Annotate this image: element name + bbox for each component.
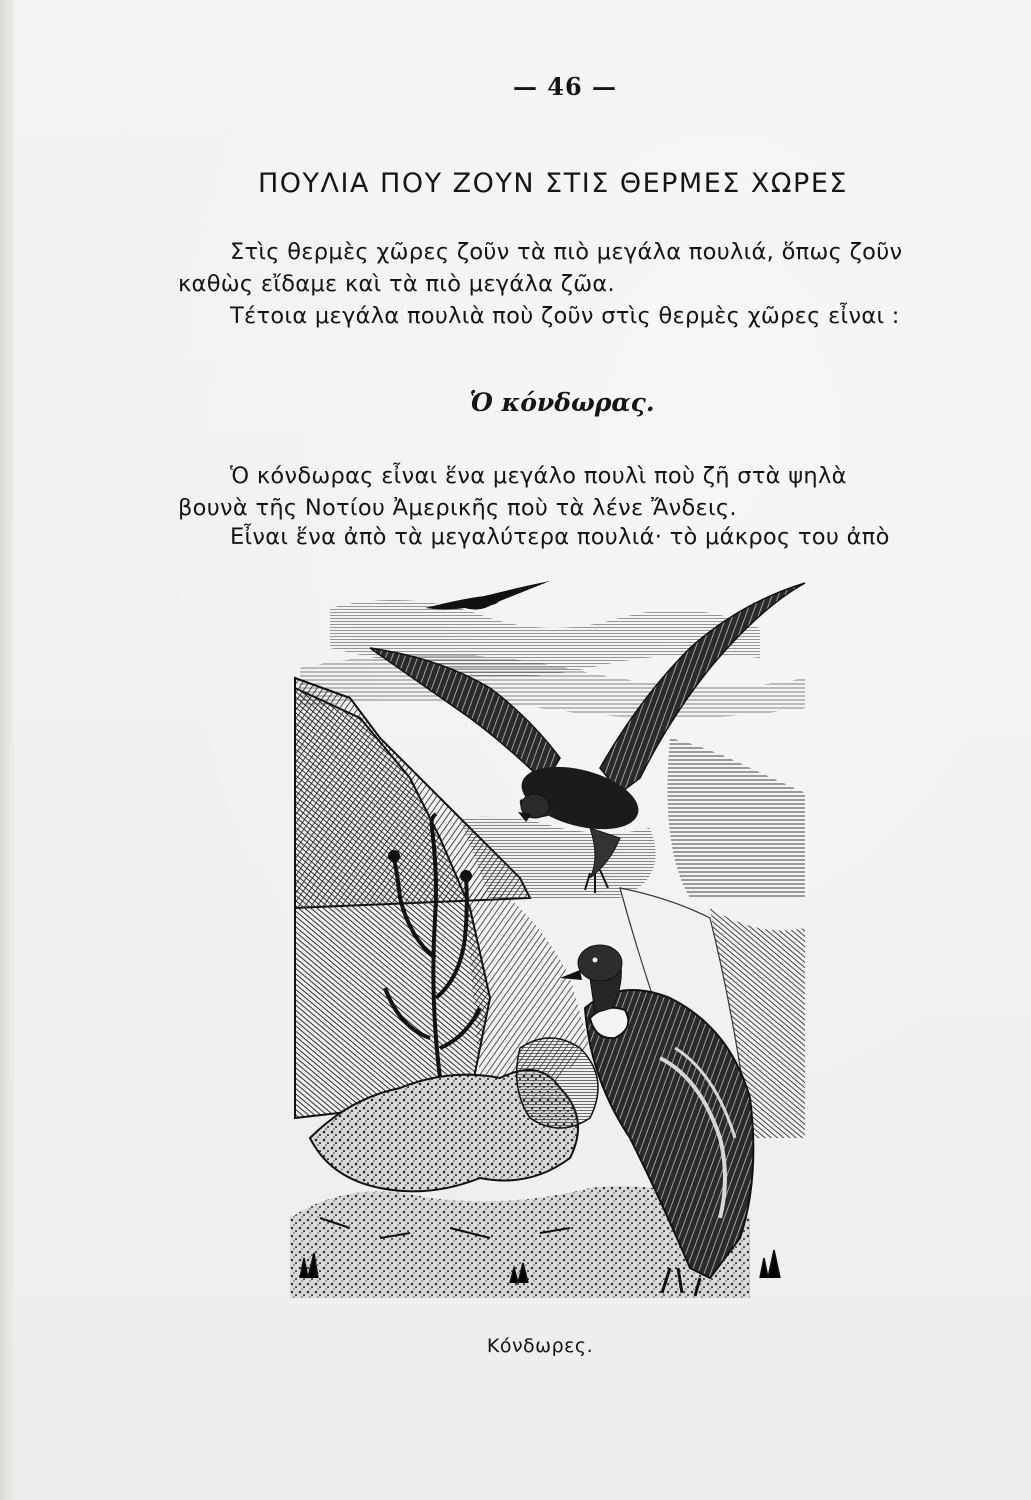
page-binding-edge (0, 0, 14, 1500)
size-paragraph (178, 521, 958, 553)
distant-condor (425, 581, 550, 610)
intro-line-1: Στὶς θερμὲς χῶρες ζοῦν τὰ πιὸ μεγάλα πουλιά, ὅπως ζοῦν (230, 239, 903, 265)
condor-line-2: βουνὰ τῆς Νοτίου Ἀμερικῆς ποὺ τὰ λένε Ἄνδεις. (178, 495, 737, 521)
section-title: ΠΟΥΛΙΑ ΠΟΥ ΖΟΥΝ ΣΤΙΣ ΘΕΡΜΕΣ ΧΩΡΕΣ (258, 168, 848, 199)
list-intro-paragraph (178, 300, 958, 332)
condor-paragraph (178, 460, 958, 524)
condor-line-1: Ὁ κόνδωρας εἶναι ἕνα μεγάλο πουλὶ ποὺ ζῆ στὰ ψηλὰ (230, 463, 847, 489)
size-line: Εἶναι ἕνα ἀπὸ τὰ μεγαλύτερα πουλιά· τὸ μάκρος του ἀπὸ (230, 524, 890, 550)
condor-subheading: Ὁ κόνδωρας. (469, 388, 655, 417)
page-number: — 46 — (512, 72, 618, 101)
illustration-caption: Κόνδωρες. (486, 1335, 594, 1357)
list-intro-line: Τέτοια μεγάλα πουλιὰ ποὺ ζοῦν στὶς θερμὲς χῶρες εἶναι : (230, 303, 900, 329)
intro-line-2: καθὼς εἴδαμε καὶ τὰ πιὸ μεγάλα ζῶα. (178, 271, 616, 297)
intro-paragraph (178, 236, 958, 300)
condor-illustration (290, 578, 810, 1298)
